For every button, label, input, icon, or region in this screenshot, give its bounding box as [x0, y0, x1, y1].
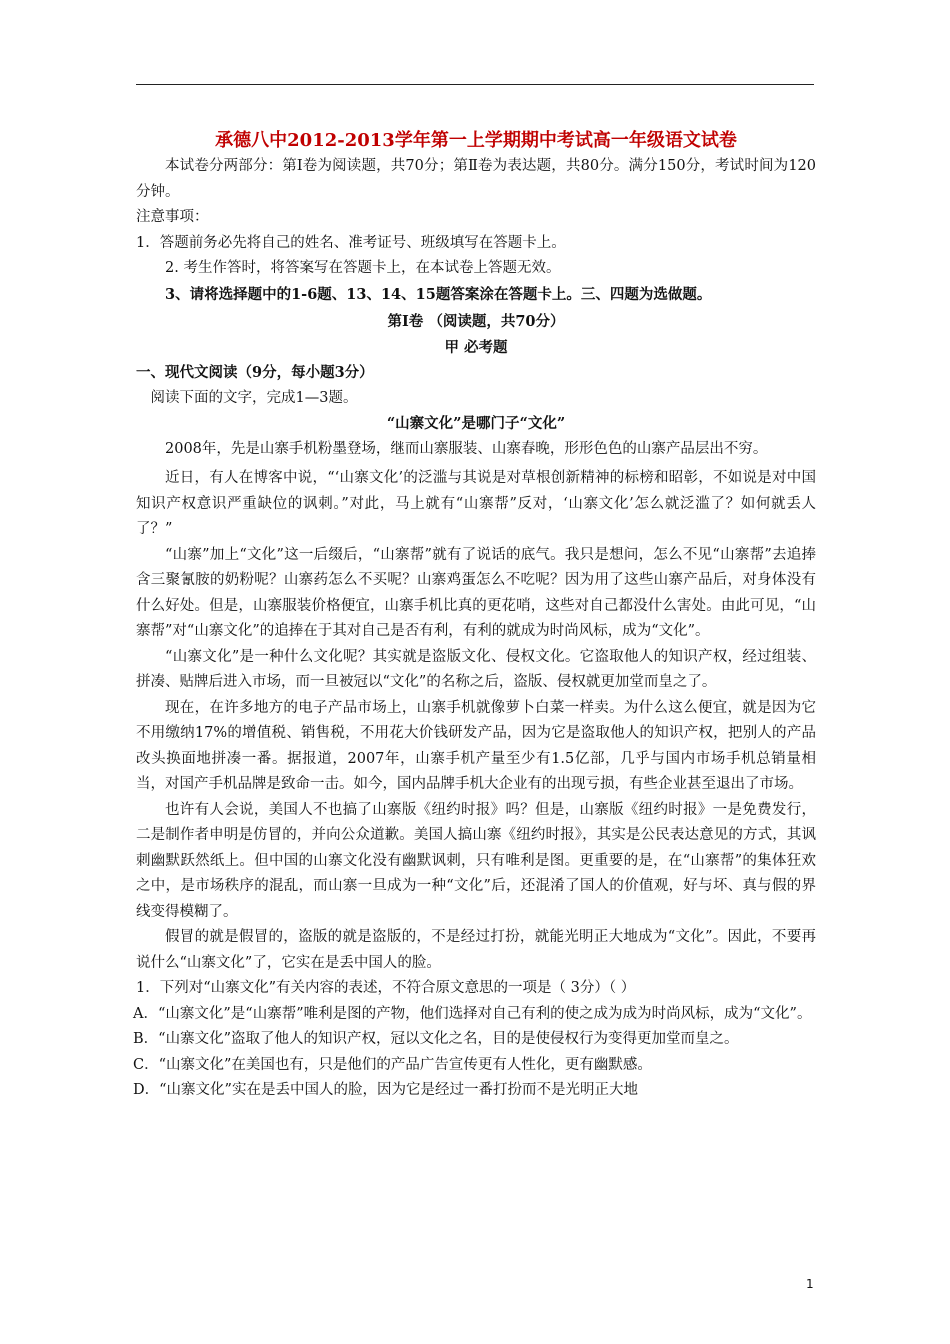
notice-item-2: 2. 考生作答时，将答案写在答题卡上，在本试卷上答题无效。 — [165, 260, 561, 276]
article-paragraph: 现在，在许多地方的电子产品市场上，山寨手机就像萝卜白菜一样卖。为什么这么便宜，就是因为它不用缴纳17%的增值税、销售税，不用花大价钱研发产品，因为它是盗取他人的知识产权，把别人的产品改头换面地拼凑一番。据报道，2007年，山寨手机产量至少有1.5亿部，几乎与国内市场手机总销量相当，对国产手机品牌是致命一击。如今，国内品牌手机大企业有的出现亏损，有些企业甚至退出了市场。 — [136, 699, 816, 792]
question-option-d: D．“山寨文化”实在是丢中国人的脸，因为它是经过一番打扮而不是光明正大地 — [133, 1082, 638, 1098]
reading-instruction: 阅读下面的文字，完成1—3题。 — [150, 389, 358, 406]
question-option-a: A．“山寨文化”是“山寨帮”唯利是图的产物，他们选择对自己有利的使之成为成为时尚风标，成为“文化”。 — [133, 1005, 812, 1022]
article-paragraph: 也许有人会说，美国人不也搞了山寨版《纽约时报》吗？但是，山寨版《纽约时报》一是免费发行，二是制作者申明是仿冒的，并向公众道歉。美国人搞山寨《纽约时报》，其实是公民表达意见的方式，其讽刺幽默跃然纸上。但中国的山寨文化没有幽默讽刺，只有唯利是图。更重要的是，在“山寨帮”的集体狂欢之中，是市场秩序的混乱，而山寨一旦成为一种“文化”后，还混淆了国人的价值观，好与坏、真与假的界线变得模糊了。 — [136, 801, 816, 920]
article-paragraph: “山寨文化”是一种什么文化呢？其实就是盗版文化、侵权文化。它盗取他人的知识产权，经过组装、拼凑、贴牌后进入市场，而一旦被冠以“文化”的名称之后，盗版、侵权就更加堂而皇之了。 — [136, 648, 816, 690]
section-heading: 一、现代文阅读（9分，每小题3分） — [136, 364, 374, 381]
exam-intro: 本试卷分两部分：第Ⅰ卷为阅读题，共70分；第Ⅱ卷为表达题，共80分。满分150分，考试时间为120分钟。 — [136, 158, 816, 200]
question-option-c: C．“山寨文化”在美国也有，只是他们的产品广告宣传更有人性化，更有幽默感。 — [133, 1056, 652, 1073]
notice-label: 注意事项： — [136, 209, 209, 225]
part-title: 第Ⅰ卷 （阅读题，共70分） — [387, 313, 565, 330]
header-rule — [136, 84, 814, 85]
article-paragraph: 近日，有人在博客中说，“‘山寨文化’的泛滥与其说是对草根创新精神的标榜和昭彰，不如说是对中国知识产权意识严重缺位的讽刺。”对此，马上就有“山寨帮”反对，‘山寨文化’怎么就泛滥了？如何就丢人了？” — [136, 470, 816, 537]
question-stem: 1．下列对“山寨文化”有关内容的表述，不符合原文意思的一项是（ 3分）（ ） — [136, 980, 636, 996]
exam-title: 承德八中2012-2013学年第一上学期期中考试高一年级语文试卷 — [215, 130, 737, 151]
question-option-b: B．“山寨文化”盗取了他人的知识产权，冠以文化之名，目的是使侵权行为变得更加堂而皇之。 — [133, 1031, 739, 1047]
article-title: “山寨文化”是哪门子“文化” — [386, 415, 566, 432]
article-paragraph: 2008年，先是山寨手机粉墨登场，继而山寨服装、山寨春晚，形形色色的山寨产品层出不穷。 — [165, 440, 768, 457]
article-paragraph: “山寨”加上“文化”这一后缀后，“山寨帮”就有了说话的底气。我只是想问，怎么不见“山寨帮”去追捧含三聚氰胺的奶粉呢？山寨药怎么不买呢？山寨鸡蛋怎么不吃呢？因为用了这些山寨产品后，对身体没有什么好处。但是，山寨服装价格便宜，山寨手机比真的更花哨，这些对自己都没什么害处。由此可见，“山寨帮”对“山寨文化”的追捧在于其对自己是否有利，有利的就成为时尚风标，成为“文化”。 — [136, 546, 816, 639]
page-content — [133, 128, 816, 1104]
sub-title: 甲 必考题 — [444, 338, 508, 356]
notice-item-1: 1．答题前务必先将自己的姓名、准考证号、班级填写在答题卡上。 — [136, 234, 566, 251]
page-number: 1 — [806, 1277, 814, 1291]
article-paragraph: 假冒的就是假冒的，盗版的就是盗版的，不是经过打扮，就能光明正大地成为“文化”。因此，不要再说什么“山寨文化”了，它实在是丢中国人的脸。 — [136, 929, 816, 971]
notice-item-3: 3、请将选择题中的1-6题、13、14、15题答案涂在答题卡上。三、四题为选做题。 — [165, 285, 712, 303]
